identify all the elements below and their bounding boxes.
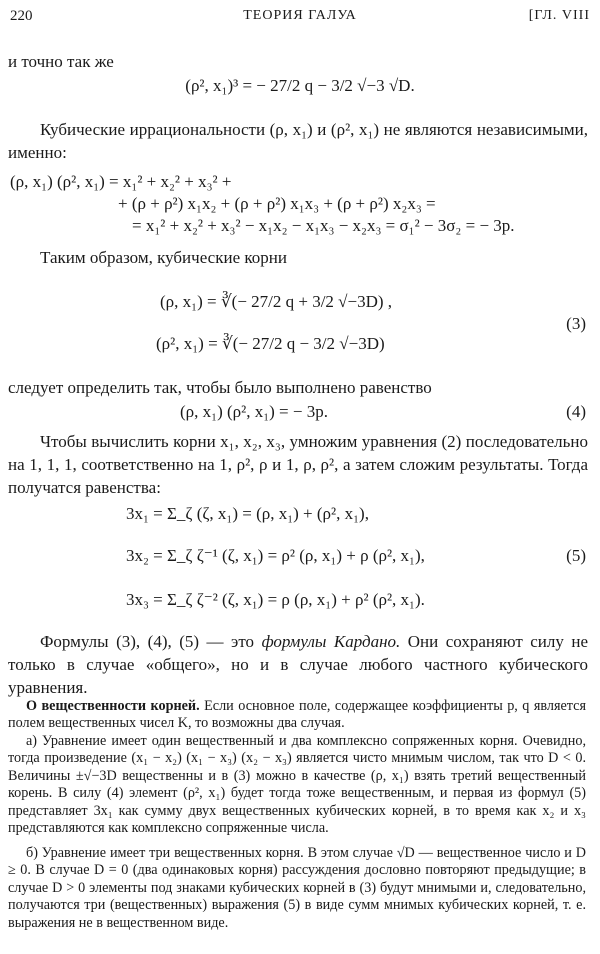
chapter-label: [ГЛ. VIII [528, 8, 590, 23]
formula-3a: (ρ, x₁) = ∛(− 27/2 q + 3/2 √−3D) , [160, 292, 393, 311]
formula-product-line2: + (ρ + ρ²) x₁x₂ + (ρ + ρ²) x₁x₃ + (ρ + ρ²) x₂x₃ = [118, 194, 436, 213]
case-a-paragraph: а) Уравнение имеет один вещественный и два комплексно сопряженных корня. Очевидно, тогда произведение (x₁ − x₂) (x₁ − x₃) (x₂ − x₃) является чисто мнимым числом, так что D < 0. Величины ±√−3D вещественны и в (3) можно в качестве (ρ, x₁) взять третий вещественный корень. В силу (4) элемент (ρ², x₁) будет тогда тоже вещественным, и первая из формул (5) представляет 3x₁ как сумму двух вещественных кубических корней, в то время как x₂ и x₃ представляются как комплексно сопряженные числа. [8, 733, 586, 837]
paragraph-cardano [8, 630, 588, 699]
cardano-formulas-emphasis: формулы Кардано. [261, 632, 401, 651]
running-title: ТЕОРИЯ ГАЛУА [243, 8, 357, 23]
formula-product-line1: (ρ, x₁) (ρ², x₁) = x₁² + x₂² + x₃² + [10, 172, 232, 191]
intro-text: и точно так же [8, 52, 114, 71]
formula-5a: 3x₁ = Σ_ζ (ζ, x₁) = (ρ, x₁) + (ρ², x₁), [126, 504, 369, 523]
formula-4: (ρ, x₁) (ρ², x₁) = − 3p. [180, 402, 328, 421]
formula-5c: 3x₃ = Σ_ζ ζ⁻² (ζ, x₁) = ρ (ρ, x₁) + ρ² (ρ², x₁). [126, 590, 425, 609]
equation-number-4: (4) [566, 402, 586, 421]
note-intro-text: Если основное поле, содержащее коэффициенты p, q является полем вещественных чисел K, то возможны два случая. [8, 698, 587, 732]
paragraph-follow: следует определить так, чтобы было выполнено равенство [8, 378, 432, 397]
formula-3b: (ρ², x₁) = ∛(− 27/2 q − 3/2 √−3D) [156, 334, 385, 353]
running-header [10, 8, 590, 32]
note-heading: О вещественности корней. [26, 698, 200, 714]
paragraph-compute: Чтобы вычислить корни x₁, x₂, x₃, умножим уравнения (2) последовательно на 1, 1, 1, соответственно на 1, ρ², ρ и 1, ρ, ρ², а затем сложим результаты. Тогда получатся равенства: [8, 432, 588, 497]
cardano-text-2: Они сохраняют силу не только в случае «общего», но и в случае любого частного кубического уравнения. [8, 632, 589, 697]
note-reality-intro [8, 698, 586, 733]
case-b-paragraph: б) Уравнение имеет три вещественных корня. В этом случае √D — вещественное число и D ≥ 0. В случае D = 0 (два одинаковых корня) рассуждения дословно повторяют предыдущие; в случае D > 0 элементы под знаками кубических корней в (3) будут мнимыми и, следовательно, получаются три (вещественных) выражения (5) в виде сумм мнимых кубических корней, т. е. выражения не в вещественном виде. [8, 845, 586, 931]
formula-rho2-cubed: (ρ², x₁)³ = − 27/2 q − 3/2 √−3 √D. [185, 76, 415, 95]
page-number: 220 [10, 8, 33, 24]
paragraph-cubic-irrationalities: Кубические иррациональности (ρ, x₁) и (ρ², x₁) не являются независимыми, именно: [8, 120, 588, 162]
formula-product-line3: = x₁² + x₂² + x₃² − x₁x₂ − x₁x₃ − x₂x₃ = σ₁² − 3σ₂ = − 3p. [132, 216, 515, 235]
formula-5b: 3x₂ = Σ_ζ ζ⁻¹ (ζ, x₁) = ρ² (ρ, x₁) + ρ (ρ², x₁), [126, 546, 425, 565]
cardano-text-1: Формулы (3), (4), (5) — это [40, 632, 255, 651]
paragraph-roots: Таким образом, кубические корни [40, 248, 287, 267]
equation-number-5: (5) [566, 546, 586, 565]
equation-number-3: (3) [566, 314, 586, 333]
